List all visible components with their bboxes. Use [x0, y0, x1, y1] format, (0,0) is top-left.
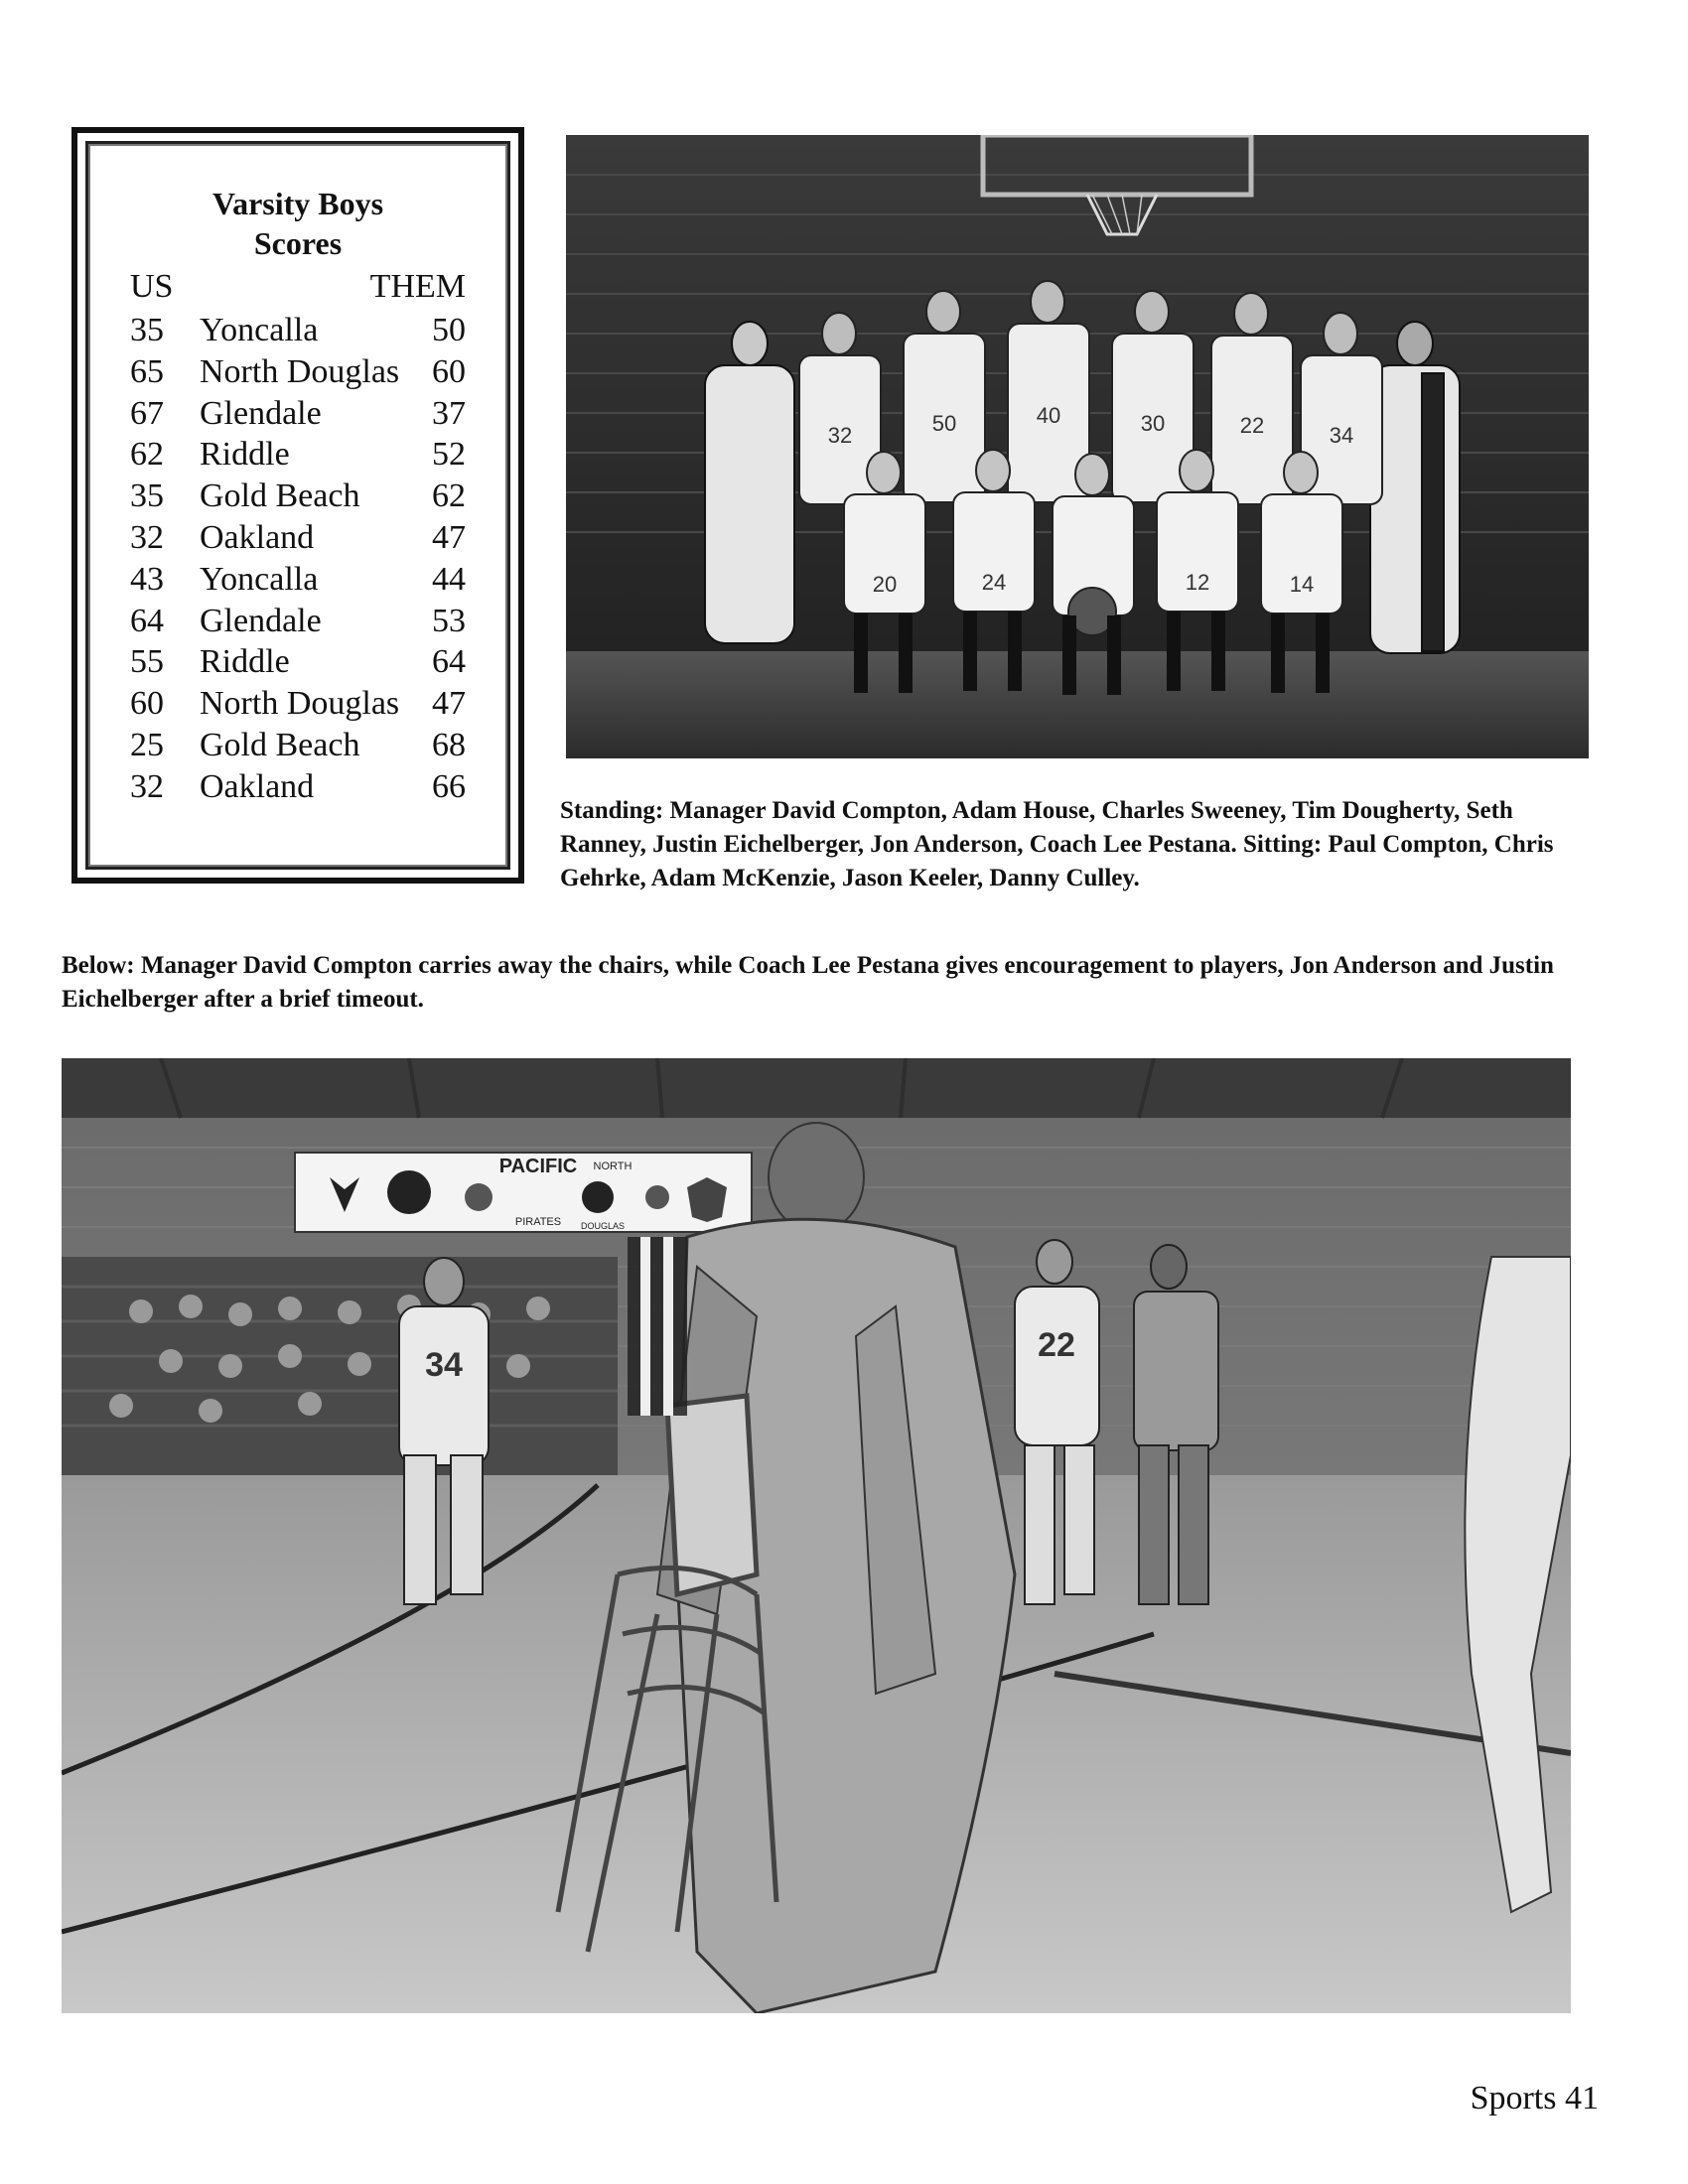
score-row	[130, 642, 466, 684]
score-them: 68	[432, 726, 466, 763]
jersey-number: 30	[1140, 411, 1166, 436]
score-us: 35	[130, 312, 164, 348]
jersey-number: 22	[1239, 413, 1265, 438]
score-them: 44	[432, 560, 466, 598]
scores-title-line2: Scores	[253, 225, 343, 261]
banner-pirates-text: PIRATES	[514, 1216, 562, 1228]
score-us: 25	[130, 726, 164, 763]
scores-title	[88, 184, 507, 263]
score-opponent: Yoncalla	[200, 560, 319, 598]
score-opponent: Glendale	[200, 602, 322, 639]
jersey-number: 50	[931, 411, 957, 436]
score-row	[130, 684, 466, 726]
score-them: 47	[432, 518, 466, 556]
jersey-number: 22	[1038, 1326, 1075, 1364]
score-opponent: North Douglas	[200, 352, 400, 390]
score-them: 47	[432, 685, 466, 723]
banner-pacific-text: PACIFIC	[498, 1156, 578, 1177]
score-us: 67	[130, 394, 164, 432]
score-opponent: Gold Beach	[200, 478, 360, 515]
score-opponent: Riddle	[200, 436, 290, 474]
score-opponent: Glendale	[200, 394, 322, 432]
team-photo-image	[566, 135, 1589, 758]
scores-list	[130, 311, 466, 809]
score-us: 62	[130, 436, 164, 474]
score-row	[130, 518, 466, 560]
score-row	[130, 726, 466, 767]
scores-header	[130, 268, 466, 308]
score-us: 35	[130, 478, 164, 515]
score-us: 32	[130, 518, 164, 556]
score-row	[130, 602, 466, 643]
jersey-number: 12	[1185, 570, 1210, 595]
score-them: 66	[432, 767, 466, 805]
score-them: 50	[432, 312, 466, 348]
score-row	[130, 435, 466, 477]
team-photo-caption: Standing: Manager David Compton, Adam House, Charles Sweeney, Tim Dougherty, Seth Ranney, Justin Eichelberger, Jon Anderson, Coach Lee Pestana. Sitting: Paul Compton, Chris Gehrke, Adam McKenzie, Jason Keeler, Danny Culley.	[560, 797, 1554, 891]
team-photo	[566, 135, 1589, 758]
score-row	[130, 311, 466, 352]
jersey-number: 34	[425, 1346, 463, 1384]
scores-box	[71, 127, 524, 884]
col-us-label: US	[130, 268, 174, 305]
action-photo-image	[62, 1058, 1571, 2013]
school-logo-icon	[387, 1170, 431, 1214]
score-opponent: Oakland	[200, 767, 315, 805]
action-photo	[62, 1058, 1571, 2013]
score-opponent: Riddle	[200, 643, 290, 681]
score-them: 37	[432, 394, 466, 432]
score-them: 62	[432, 478, 466, 515]
col-them-label: THEM	[369, 268, 466, 305]
jersey-number: 14	[1289, 572, 1315, 597]
score-us: 65	[130, 352, 164, 390]
score-row	[130, 352, 466, 394]
score-them: 53	[432, 602, 466, 639]
school-logo-icon	[582, 1181, 614, 1213]
jersey-number: 24	[981, 570, 1007, 595]
score-opponent: Oakland	[200, 518, 315, 556]
jersey-number: 40	[1036, 403, 1061, 428]
score-them: 64	[432, 643, 466, 681]
score-row	[130, 767, 466, 809]
school-logo-icon	[465, 1183, 492, 1211]
score-row	[130, 394, 466, 436]
score-us: 32	[130, 767, 164, 805]
score-opponent: Gold Beach	[200, 726, 360, 763]
score-us: 43	[130, 560, 164, 598]
jersey-number: 20	[872, 572, 898, 597]
score-row	[130, 477, 466, 518]
jersey-number: 32	[827, 423, 853, 448]
score-them: 60	[432, 352, 466, 390]
scores-box-inner	[85, 141, 510, 870]
banner-north-text: NORTH	[593, 1160, 633, 1172]
scores-title-line1: Varsity Boys	[211, 186, 384, 221]
score-us: 64	[130, 602, 164, 639]
score-us: 60	[130, 685, 164, 723]
score-opponent: Yoncalla	[200, 312, 319, 348]
score-them: 52	[432, 436, 466, 474]
banner-douglas-text: DOUGLAS	[580, 1221, 626, 1231]
jersey-number: 34	[1329, 423, 1354, 448]
score-opponent: North Douglas	[200, 685, 400, 723]
page-folio: Sports 41	[1470, 2080, 1599, 2116]
action-photo-caption: Below: Manager David Compton carries away the chairs, while Coach Lee Pestana gives encouragement to players, Jon Anderson and Justin Eichelberger after a brief timeout.	[62, 952, 1554, 1013]
school-logo-icon	[645, 1185, 669, 1209]
score-row	[130, 560, 466, 602]
score-us: 55	[130, 643, 164, 681]
